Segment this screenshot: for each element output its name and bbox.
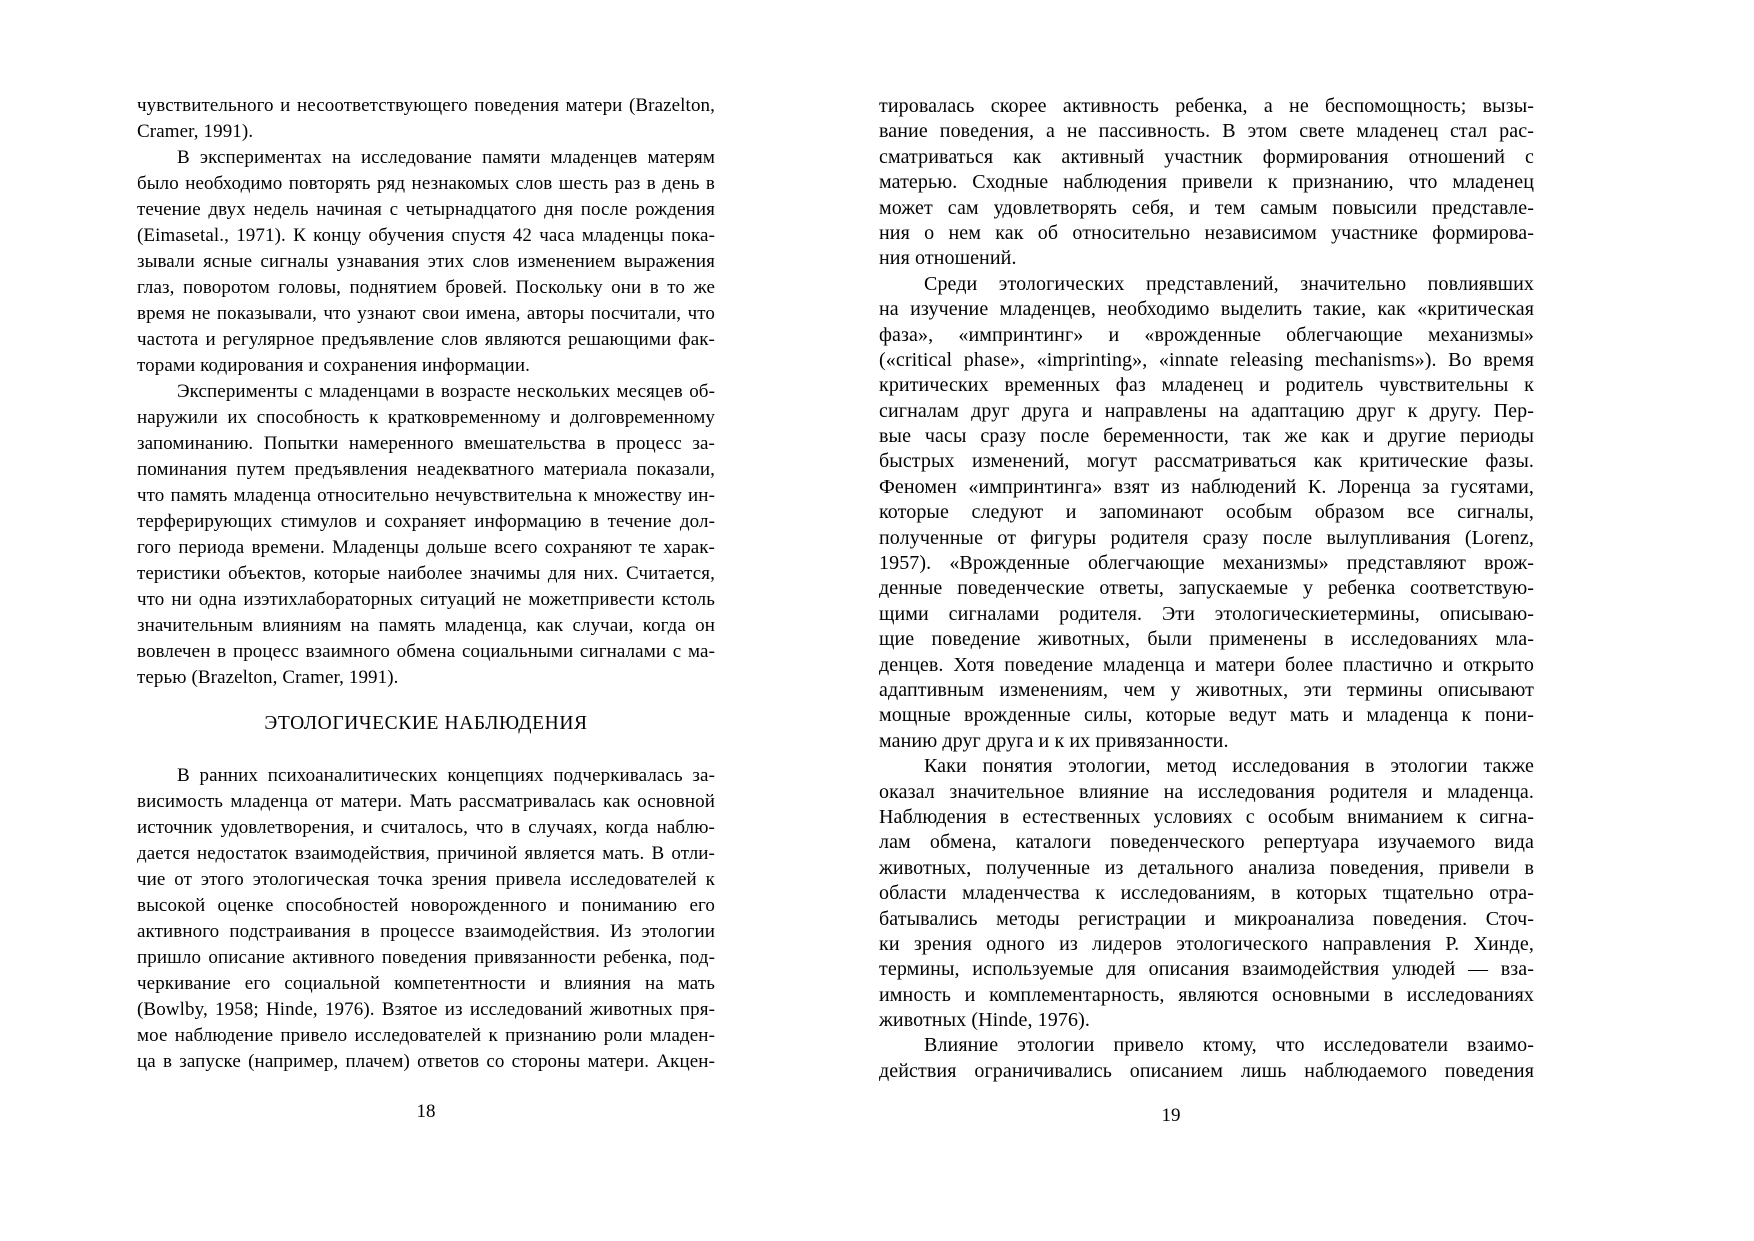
text-line: активного подстраивания в процессе взаимодействия. Из этологии [137,921,715,942]
text-line: Феномен «импринтинга» взят из наблюдений К. Лоренца за гусятами, [879,475,1534,498]
text-line: Влияние этологии привело ктому, что исследователи взаимо- [924,1034,1534,1057]
text-line: гого периода времени. Младенцы дольше всего сохраняют те харак- [137,537,715,558]
text-line: глаз, поворотом головы, поднятием бровей. Поскольку они в то же [137,277,715,298]
text-line: мощные врожденные силы, которые ведут мать и младенца к пони- [879,704,1534,727]
text-line: ния о нем как об относительно независимом участнике формирова- [879,221,1534,244]
text-line: денные поведенческие ответы, запускаемые у ребенка соответствую- [879,577,1534,600]
text-line: которые следуют и запоминают особым образом все сигналы, [879,501,1534,524]
text-line: имность и комплементарность, являются основными в исследованиях [879,983,1534,1006]
text-line: Каки понятия этологии, метод исследования в этологии также [924,755,1534,778]
text-line: запоминанию. Попытки намеренного вмешательства в процесс за- [137,433,715,454]
text-line: фаза», «импринтинг» и «врожденные облегчающие механизмы» [879,323,1534,346]
page-19-text [879,94,1534,1084]
text-line: было необходимо повторять ряд незнакомых слов шесть раз в день в [137,173,715,194]
paragraph [137,763,715,1075]
paragraph [879,1033,1534,1084]
page-18 [137,0,715,1241]
text-line: черкивание его социальной компетентности и влияния на мать [137,973,715,994]
paragraph [879,94,1534,272]
text-line: может сам удовлетворять себя, и тем самым повысили представле- [879,196,1534,219]
page-number-18: 18 [416,1101,436,1122]
text-line: лам обмена, каталоги поведенческого репертуара изучаемого вида [879,831,1534,854]
text-line: что ни одна изэтихлабораторных ситуаций не можетпривести кстоль [137,589,715,610]
paragraph [137,93,715,145]
text-line: дается недостаток взаимодействия, причиной является мать. В отли- [137,843,715,864]
text-line: матерью. Сходные наблюдения привели к признанию, что младенец [879,171,1534,194]
text-line: высокой оценке способностей новорожденного и пониманию его [137,895,715,916]
text-line: ния отношений. [879,247,1017,270]
text-line: вые часы сразу после беременности, так же как и другие периоды [879,425,1534,448]
text-line: сигналам друг друга и направлены на адаптацию друг к другу. Пер- [879,399,1534,422]
section-heading: ЭТОЛОГИЧЕСКИЕ НАБЛЮДЕНИЯ [264,713,588,734]
paragraph [879,754,1534,1033]
text-line: («critical phase», «imprinting», «innate releasing mechanisms»). Во время [879,348,1534,371]
text-line: Cramer, 1991). [137,121,254,142]
text-line: сматриваться как активный участник формирования отношений с [879,145,1534,168]
text-line: области младенчества к исследованиям, в которых тщательно отра- [879,882,1534,905]
text-line: животных (Hinde, 1976). [879,1009,1090,1032]
text-line: зывали ясные сигналы узнавания этих слов изменением выражения [137,251,715,272]
text-line: В ранних психоаналитических концепциях подчеркивалась за- [177,765,715,786]
text-line: (Bowlby, 1958; Hinde, 1976). Взятое из исследований животных пря- [137,999,715,1020]
text-line: что память младенца относительно нечувствительна к множеству ин- [137,485,715,506]
page-18-text [137,93,715,1075]
text-line: источник удовлетворения, и считалось, что в случаях, когда наблю- [137,817,715,838]
text-line: на изучение младенцев, необходимо выделить такие, как «критическая [879,298,1534,321]
text-line: денцев. Хотя поведение младенца и матери более пластично и открыто [879,653,1534,676]
text-line: частота и регулярное предъявление слов являются решающими фак- [137,329,715,350]
text-line: наружили их способность к кратковременному и долговременному [137,407,715,428]
paragraph [137,145,715,379]
text-line: ца в запуске (например, плачем) ответов со стороны матери. Акцен- [137,1051,715,1072]
text-line: быстрых изменений, могут рассматриваться как критические фазы. [879,450,1534,473]
text-line: 1957). «Врожденные облегчающие механизмы» представляют врож- [879,552,1534,575]
paragraph [137,379,715,691]
text-line: адаптивным изменениям, чем у животных, эти термины описывают [879,678,1534,701]
text-line: В экспериментах на исследование памяти младенцев матерям [177,147,715,168]
text-line: щими сигналами родителя. Эти этологическиетермины, описываю- [879,602,1534,625]
text-line: течение двух недель начиная с четырнадцатого дня после рождения [137,199,715,220]
text-line: теристики объектов, которые наиболее значимы для них. Считается, [137,563,715,584]
text-line: торами кодирования и сохранения информации. [137,355,530,376]
text-line: терферирующих стимулов и сохраняет информацию в течение дол- [137,511,715,532]
text-line: поминания путем предъявления неадекватного материала показали, [137,459,715,480]
text-line: щие поведение животных, были применены в исследованиях мла- [879,628,1534,651]
text-line: время не показывали, что узнают свои имена, авторы посчитали, что [137,303,715,324]
text-line: действия ограничивались описанием лишь наблюдаемого поведения [879,1059,1534,1082]
text-line: полученные от фигуры родителя сразу после вылупливания (Lorenz, [879,526,1534,549]
text-line: терью (Brazelton, Cramer, 1991). [137,667,399,688]
text-line: оказал значительное влияние на исследования родителя и младенца. [879,780,1534,803]
text-line: ки зрения одного из лидеров этологического направления Р. Хинде, [879,932,1534,955]
text-line: пришло описание активного поведения привязанности ребенка, под- [137,947,715,968]
text-line: термины, используемые для описания взаимодействия улюдей — вза- [879,958,1534,981]
text-line: Эксперименты с младенцами в возрасте нескольких месяцев об- [177,381,715,402]
page-19 [879,0,1534,1241]
text-line: критических временных фаз младенец и родитель чувствительны к [879,374,1534,397]
text-line: тировалась скорее активность ребенка, а не беспомощность; вызы- [879,95,1534,117]
text-line: манию друг друга и к их привязанности. [879,729,1229,752]
text-line: Среди этологических представлений, значительно повлиявших [924,272,1534,295]
text-line: висимость младенца от матери. Мать рассматривалась как основной [137,791,715,812]
text-line: батывались методы регистрации и микроанализа поведения. Сточ- [879,907,1534,930]
text-line: значительным влияниям на память младенца, как случаи, когда он [137,615,715,636]
text-line: Наблюдения в естественных условиях с особым вниманием к сигна- [879,805,1534,828]
text-line: вовлечен в процесс взаимного обмена социальными сигналами с ма- [137,641,715,662]
paragraph [879,272,1534,754]
text-line: (Eimasetal., 1971). К концу обучения спустя 42 часа младенцы пока- [137,225,715,246]
text-line: вание поведения, а не пассивность. В этом свете младенец стал рас- [879,120,1534,143]
text-line: чие от этого этологическая точка зрения привела исследователей к [137,869,715,890]
text-line: животных, полученные из детального анализа поведения, привели в [879,856,1534,879]
text-line: чувствительного и несоответствующего поведения матери (Brazelton, [137,95,715,116]
text-line: мое наблюдение привело исследователей к признанию роли младен- [137,1025,715,1046]
page-number-19: 19 [1161,1105,1181,1126]
